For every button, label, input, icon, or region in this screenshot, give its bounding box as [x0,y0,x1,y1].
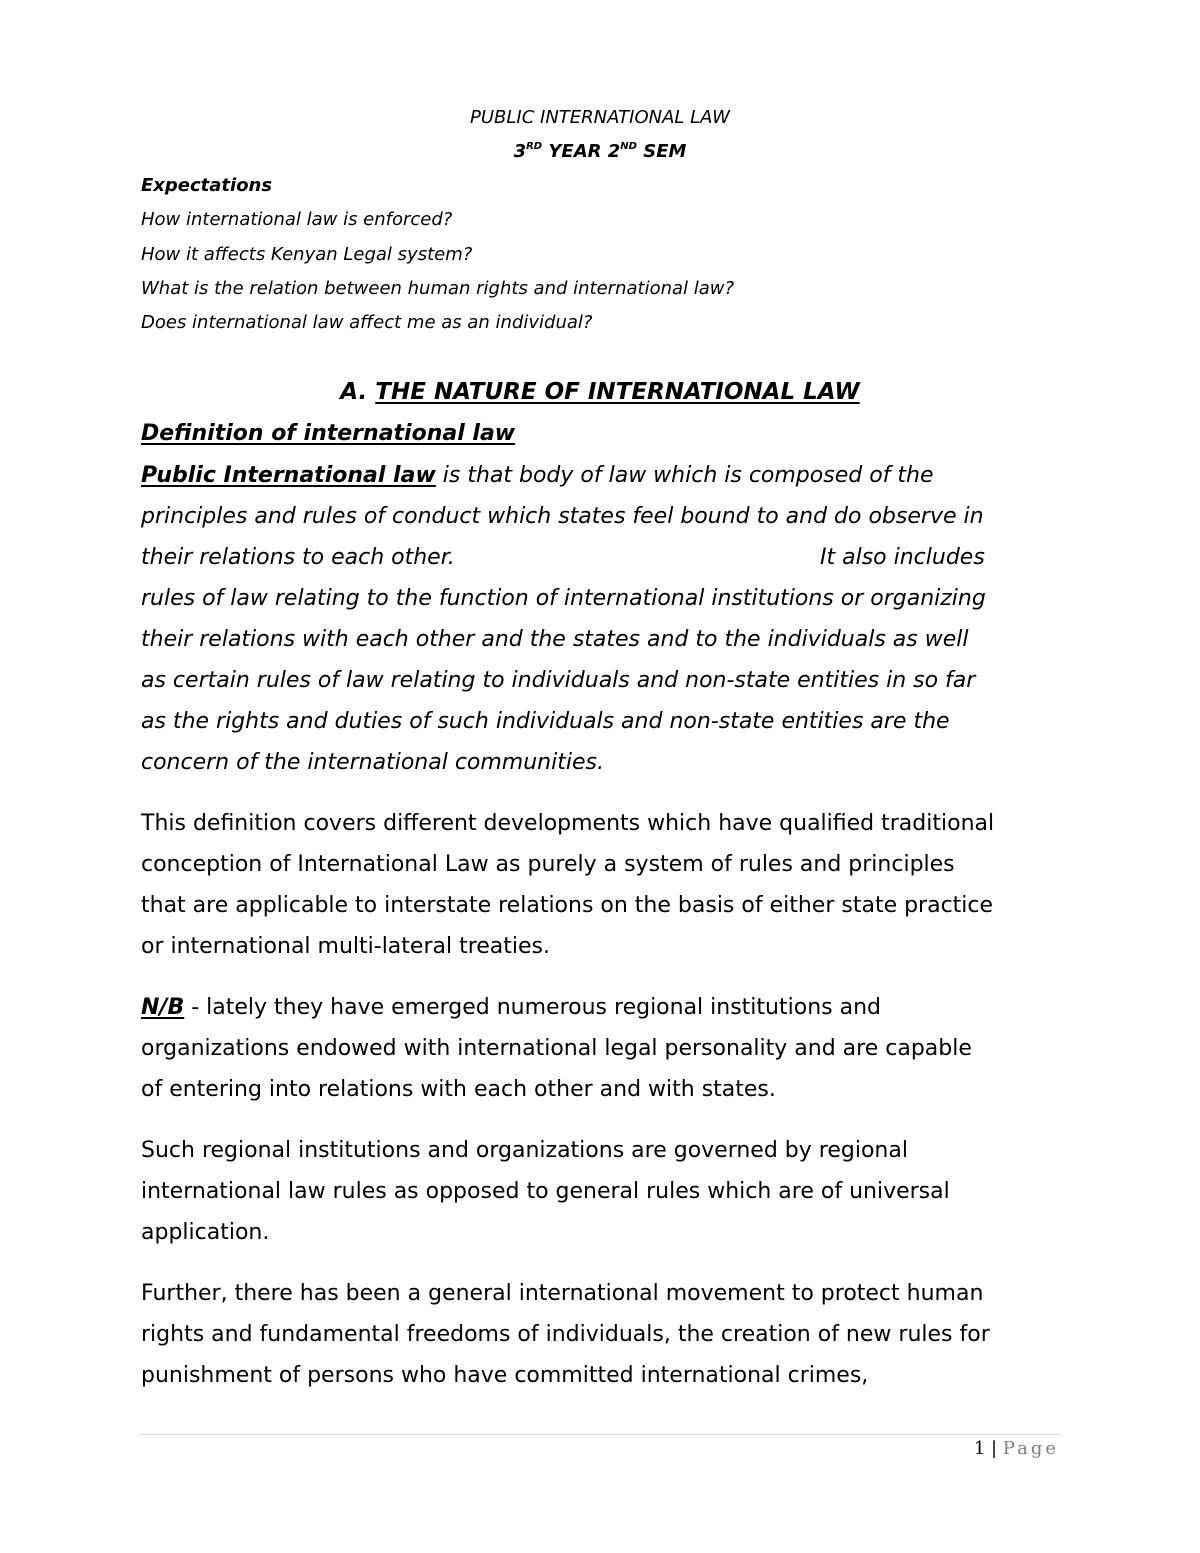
document-title: PUBLIC INTERNATIONAL LAW [470,107,730,128]
paragraph-line: Such regional institutions and organizations are governed by regional [141,1138,908,1163]
definition-line: rules of law relating to the function of international institutions or organizing [141,586,986,611]
definition-heading: Definition of international law [141,421,516,446]
paragraph-line: of entering into relations with each other and with states. [141,1077,776,1102]
definition-line [141,463,934,488]
expectation-item: How it affects Kenyan Legal system? [141,244,473,265]
page-number: 1 [973,1438,986,1459]
definition-line: It also includes [820,545,985,570]
definition-line: their relations to each other. [141,545,455,570]
definition-line: as certain rules of law relating to individuals and non-state entities in so far [141,668,976,693]
section-a-heading [0,379,1200,405]
definition-line: their relations with each other and the states and to the individuals as well [141,627,969,652]
defined-term: Public International law [141,463,436,488]
nb-label: N/B [141,995,185,1020]
paragraph-line: rights and fundamental freedoms of individuals, the creation of new rules for [141,1322,990,1347]
expectation-item: What is the relation between human rights and international law? [141,278,735,299]
paragraph-line: Further, there has been a general international movement to protect human [141,1281,984,1306]
subtitle-year: 3 [513,141,527,162]
expectation-item: Does international law affect me as an individual? [141,312,593,333]
subtitle-end: SEM [636,141,687,162]
paragraph-line: or international multi-lateral treaties. [141,934,551,959]
paragraph-line: punishment of persons who have committed international crimes, [141,1363,869,1388]
page-separator: | [985,1438,1003,1459]
footer-divider [140,1434,1060,1435]
document-subtitle [0,141,1200,162]
paragraph-line: application. [141,1220,270,1245]
paragraph-line: This definition covers different developments which have qualified traditional [141,811,995,836]
paragraph-line: international law rules as opposed to general rules which are of universal [141,1179,950,1204]
subtitle-sem-sup: ND [620,141,637,152]
paragraph-line: organizations endowed with international legal personality and are capable [141,1036,972,1061]
subtitle-mid: YEAR 2 [542,141,621,162]
paragraph-line: conception of International Law as purely a system of rules and principles [141,852,955,877]
paragraph-line: that are applicable to interstate relations on the basis of either state practice [141,893,994,918]
nb-text: - lately they have emerged numerous regional institutions and [184,995,881,1020]
definition-line: concern of the international communities. [141,750,604,775]
definition-line: as the rights and duties of such individuals and non-state entities are the [141,709,950,734]
section-a-prefix: A. [340,379,376,405]
page-footer [974,1438,1059,1459]
section-a-title: THE NATURE OF INTERNATIONAL LAW [375,379,860,405]
expectation-item: How international law is enforced? [141,209,453,230]
expectations-heading: Expectations [141,175,273,196]
subtitle-year-sup: RD [526,141,543,152]
definition-line: principles and rules of conduct which states feel bound to and do observe in [141,504,984,529]
definition-text: is that body of law which is composed of the [435,463,934,488]
nb-line [141,995,881,1020]
page-label: Page [1002,1438,1059,1459]
